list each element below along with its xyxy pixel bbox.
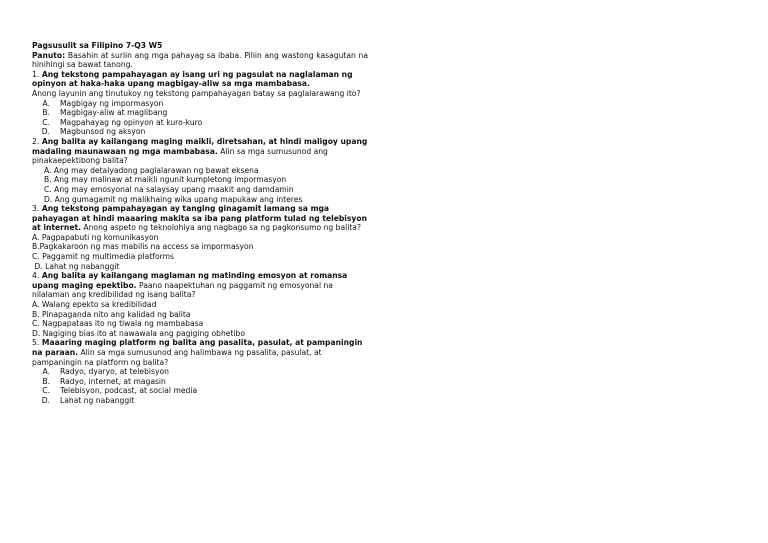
question-4-statement: Ang balita ay kailangang maglaman ng matinding emosyon at romansa upang maging epektibo. (32, 271, 348, 290)
question-5-option-b[interactable] (32, 377, 368, 387)
question-1-statement: Ang tekstong pampahayagan ay isang uri ng pagsulat na naglalaman ng opinyon at haka-haka upang magbigay-aliw sa mga mambabasa. (32, 69, 353, 89)
question-5 (32, 338, 368, 405)
question-4-option-c[interactable]: C. Nagpapataas ito ng tiwala ng mambabasa (32, 319, 204, 329)
option-letter: D. (41, 127, 50, 137)
question-5-statement: Maaaring maging platform ng balita ang pasalita, pasulat, at pampaningin na paraan. (32, 338, 363, 357)
option-letter: D. (41, 395, 50, 405)
option-letter: B. (42, 108, 50, 118)
option-letter: A. (42, 367, 50, 377)
question-3-number: 3. (32, 204, 40, 214)
question-4-prompt: Paano naapektuhan ng paggamit ng emosyonal na nilalaman ang kredibilidad ng isang balita? (32, 280, 333, 300)
question-2-option-d[interactable]: D. Ang gumagamit ng malikhaing wika upang mapukaw ang interes (44, 194, 303, 204)
question-3-stem (32, 204, 368, 233)
question-3-option-a[interactable]: A. Pagpapabuti ng komunikasyon (32, 232, 159, 242)
question-5-option-d[interactable] (32, 396, 368, 406)
question-2-option-b[interactable]: B. Ang may malinaw at maikli ngunit kumpletong impormasyon (44, 175, 287, 185)
question-2-statement: Ang balita ay kailangang maging maikli, diretsahan, at hindi maligoy upang madaling maunawaan ng mga mambabasa. (32, 136, 368, 156)
question-1-option-d[interactable] (32, 127, 368, 137)
question-4-number: 4. (32, 271, 40, 281)
question-2-option-a[interactable]: A. Ang may detalyadong paglalarawan ng bawat eksena (44, 165, 259, 175)
question-4-option-b[interactable]: B. Pinapaganda nito ang kalidad ng balita (32, 309, 191, 319)
question-1-option-a[interactable] (32, 99, 368, 109)
question-2-number: 2. (32, 136, 40, 146)
question-5-option-c[interactable] (32, 386, 368, 396)
question-2-stem (32, 137, 368, 166)
quiz-document (32, 41, 368, 406)
question-3-prompt: Anong aspeto ng teknolohiya ang nagbago sa ng pagkonsumo ng balita? (81, 223, 361, 233)
option-text: Lahat ng nabanggit (60, 395, 135, 405)
question-5-option-a[interactable] (32, 367, 368, 377)
question-2-option-c[interactable]: C. Ang may emosyonal na salaysay upang maakit ang damdamin (44, 184, 294, 194)
question-1-stem (32, 70, 368, 89)
question-4-stem (32, 271, 368, 300)
question-1-option-c[interactable] (32, 118, 368, 128)
option-letter: A. (42, 98, 50, 108)
question-2 (32, 137, 368, 204)
question-3-option-b[interactable]: B.Pagkakaroon ng mas mabilis na access sa impormasyon (32, 242, 254, 252)
question-4 (32, 271, 368, 338)
question-2-prompt: Alin sa mga sumusunod ang pinakaepektibong balita? (32, 146, 328, 166)
instructions (32, 51, 368, 70)
option-letter: C. (42, 386, 50, 396)
option-letter: B. (42, 376, 50, 386)
option-letter: C. (42, 117, 50, 127)
question-1-prompt: Anong layunin ang tinutukoy ng tekstong pampahayagan batay sa paglalarawang ito? (32, 88, 361, 98)
document-title: Pagsusulit sa Filipino 7-Q3 W5 (32, 41, 163, 50)
question-3-option-c[interactable]: C. Paggamit ng multimedia platforms (32, 252, 174, 262)
question-5-prompt: Alin sa mga sumusunod ang halimbawa ng pasalita, pasulat, at pampaningin na platform ng balita? (32, 348, 322, 367)
option-text: Magbunsod ng aksyon (60, 127, 146, 137)
option-text: Magpahayag ng opinyon at kuro-kuro (60, 117, 203, 127)
question-1-number: 1. (32, 69, 40, 79)
option-text: Radyo, internet, at magasin (60, 376, 166, 386)
question-4-option-d[interactable]: D. Nagiging bias ito at nawawala ang pagiging obhetibo (32, 328, 246, 338)
question-4-option-a[interactable]: A. Walang epekto sa kredibilidad (32, 300, 157, 310)
option-text: Magbigay ng impormasyon (60, 98, 164, 108)
instructions-text: Basahin at suriin ang mga pahayag sa ibaba. Piliin ang wastong kasagutan na hinihingi sa bawat tanong. (32, 50, 368, 70)
option-text: Magbigay-aliw at maglibang (60, 108, 168, 118)
question-3-option-d[interactable]: D. Lahat ng nabanggit (32, 261, 120, 271)
option-text: Radyo, dyaryo, at telebisyon (60, 367, 169, 377)
question-5-stem (32, 338, 368, 367)
question-1 (32, 70, 368, 137)
instructions-label: Panuto: (32, 50, 66, 60)
question-5-number: 5. (32, 338, 40, 348)
question-3 (32, 204, 368, 271)
question-1-option-b[interactable] (32, 108, 368, 118)
option-text: Telebisyon, podcast, at social media (60, 386, 198, 396)
question-3-statement: Ang tekstong pampahayagan ay tanging ginagamit lamang sa mga pahayagan at hindi maaaring makita sa iba pang platform tulad ng telebisyon at internet. (32, 204, 367, 233)
